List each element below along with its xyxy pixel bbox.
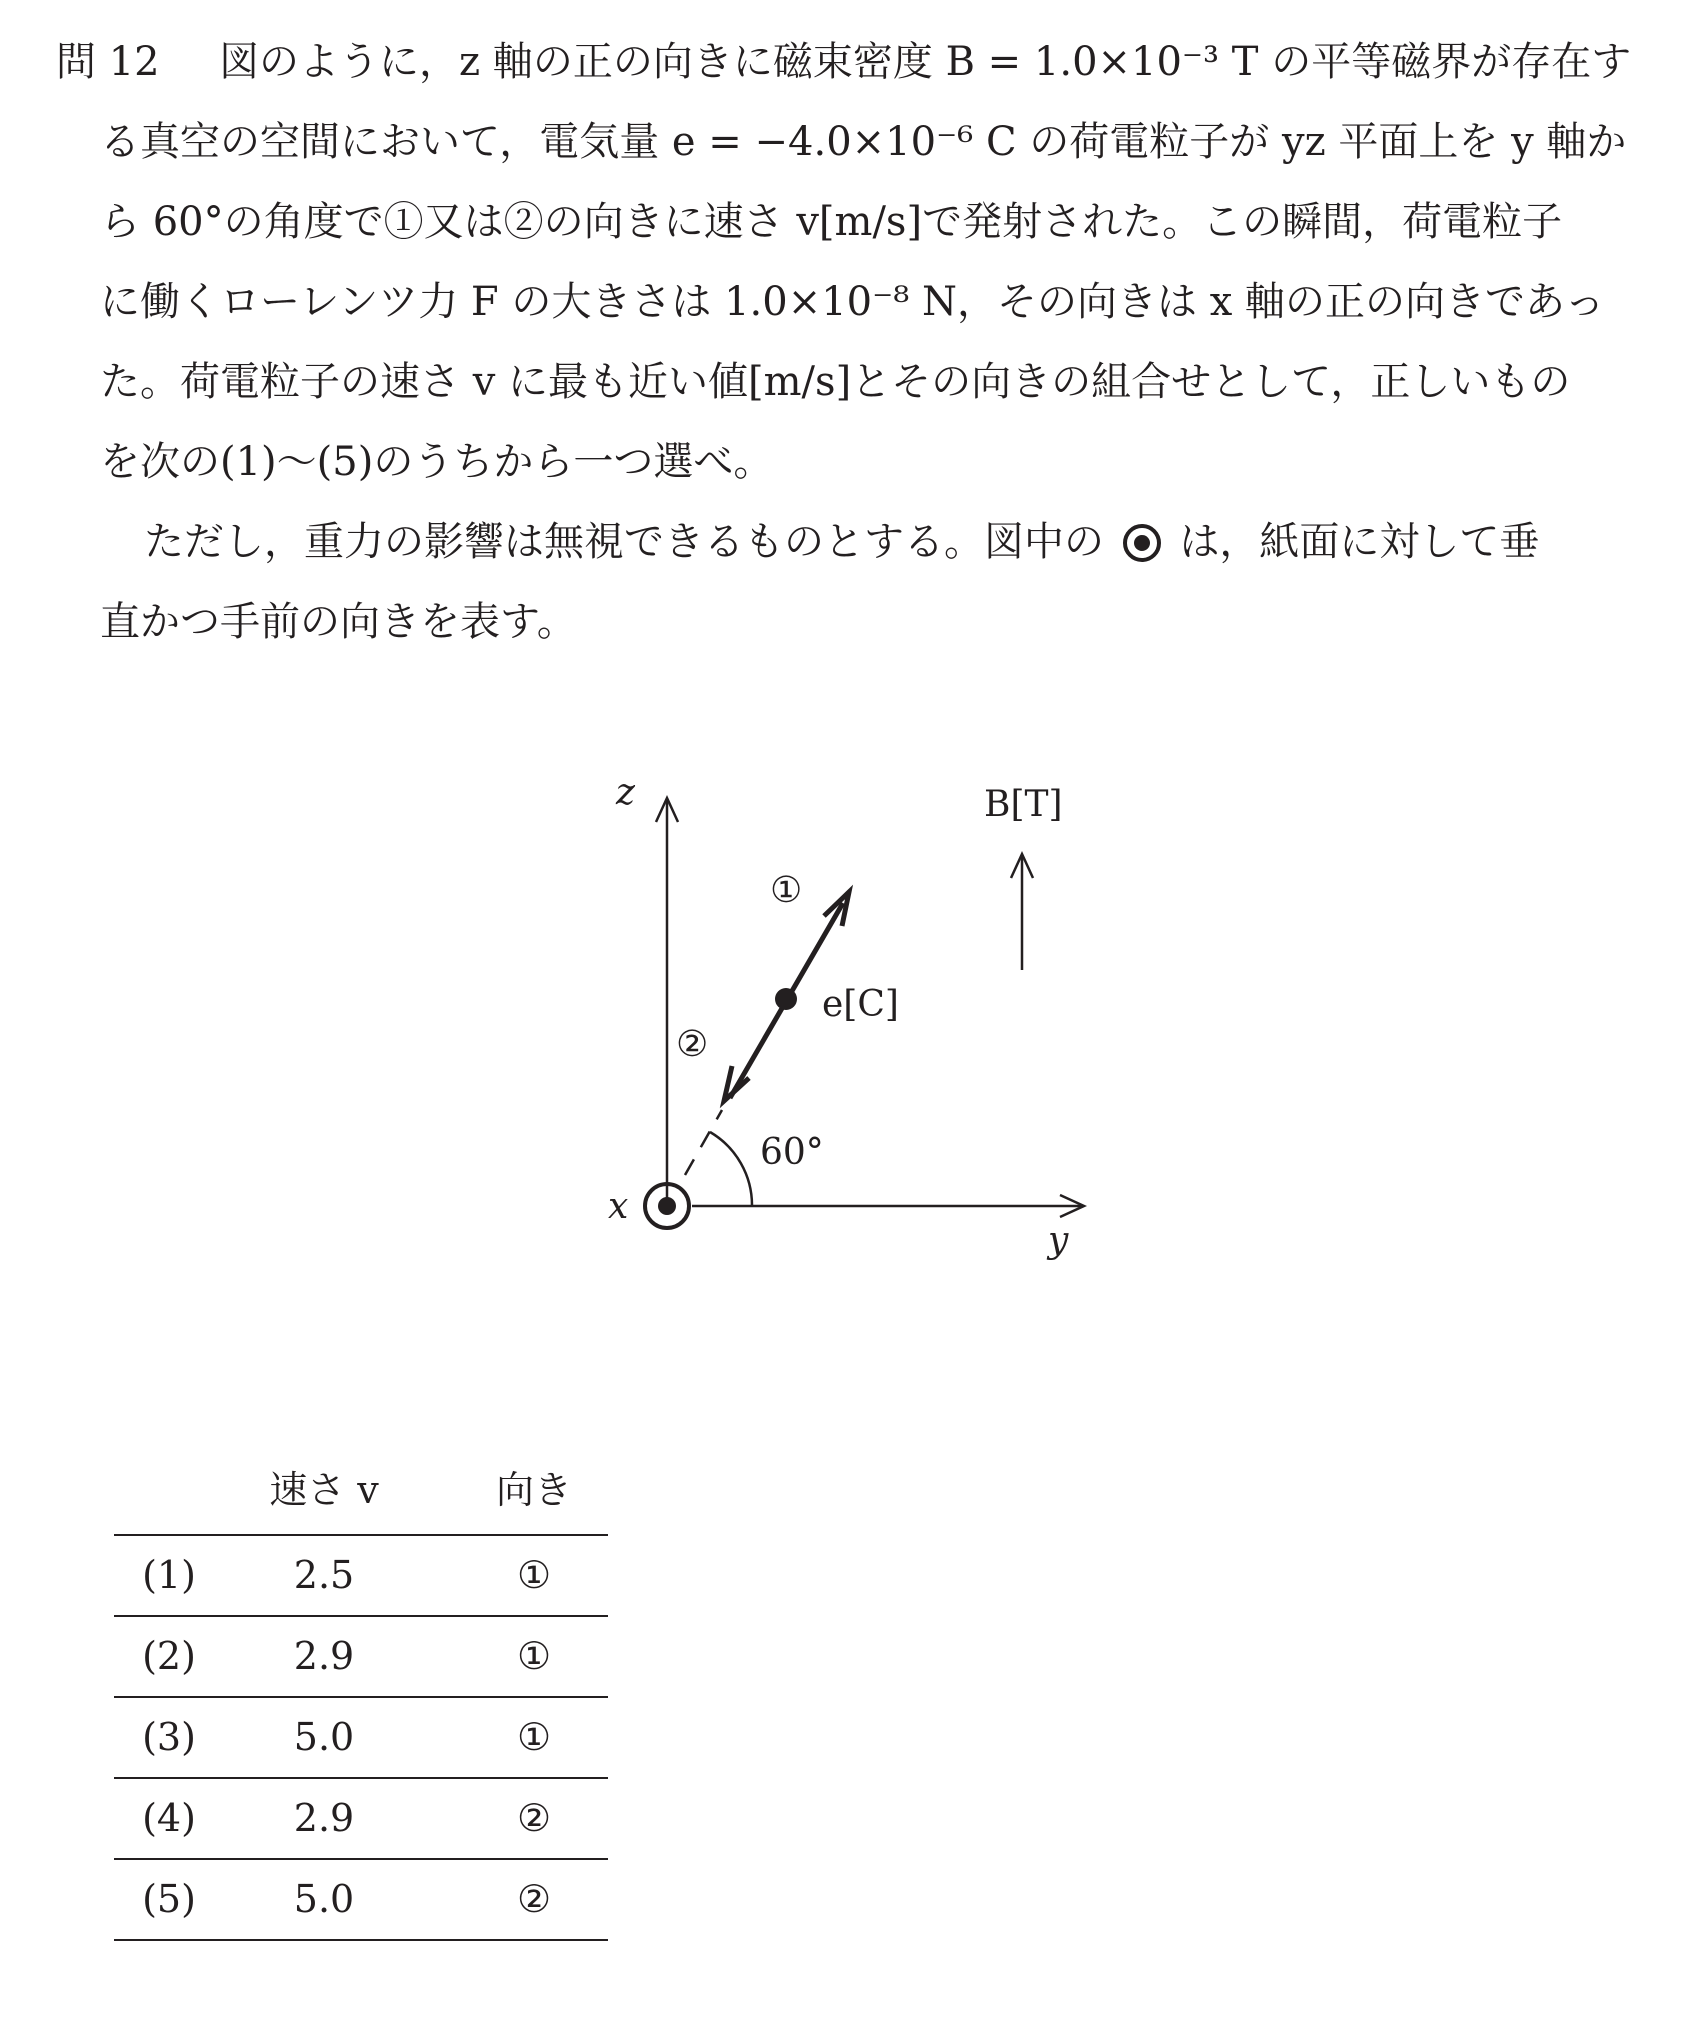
out-of-page-circle-dot-icon [1123,524,1161,562]
table-row [114,1616,608,1696]
choice-direction: ① [516,1634,552,1678]
header-speed: 速さ v [269,1468,379,1512]
question-line-4: に働くローレンツ力 F の大きさは 1.0×10⁻⁸ N，その向きは x 軸の正の向きであっ [100,279,1605,325]
choice-speed: 5.0 [293,1877,355,1921]
velocity-direction-dashed-line [685,1110,722,1175]
choice-direction: ① [516,1553,552,1597]
angle-arc [710,1132,752,1206]
direction-1-arrowhead [824,892,849,926]
z-axis-label: z [616,772,635,813]
question-line-1 [56,32,1632,92]
x-axis-dot [658,1197,676,1215]
table-row [114,1778,608,1858]
table-row [114,1859,608,1939]
header-direction: 向き [495,1468,572,1512]
note-text-after: は，紙面に対して垂 [1179,519,1540,565]
question-line-6: を次の(1)～(5)のうちから一つ選べ。 [100,439,774,485]
choice-speed: 5.0 [293,1715,355,1759]
question-text-line: 図のように，z 軸の正の向きに磁束密度 B = 1.0×10⁻³ T の平等磁界が存在す [219,39,1632,85]
choice-number: (3) [142,1715,196,1759]
charge-label: e[C] [822,984,899,1025]
magnetic-field-label: B[T] [984,784,1063,825]
direction-2-label: ② [676,1024,709,1065]
note-text-before: ただし，重力の影響は無視できるものとする。図中の [144,519,1104,565]
choice-speed: 2.9 [293,1634,355,1678]
charged-particle [775,988,797,1010]
choice-direction: ② [516,1796,552,1840]
choice-number: (1) [142,1553,196,1597]
choice-number: (4) [142,1796,196,1840]
question-line-3: ら 60°の角度で①又は②の向きに速さ v[m/s]で発射された。この瞬間，荷電粒子 [100,199,1563,245]
question-number: 問 12 [56,39,160,85]
choice-number: (5) [142,1877,196,1921]
x-axis-label: x [608,1186,629,1227]
choice-direction: ① [516,1715,552,1759]
table-row [114,1535,608,1615]
question-line-5: た。荷電粒子の速さ v に最も近い値[m/s]とその向きの組合せとして，正しいもの [100,359,1571,405]
choice-direction: ② [516,1877,552,1921]
angle-label: 60° [760,1132,824,1173]
choice-speed: 2.9 [293,1796,355,1840]
table-rule [114,1939,608,1941]
y-axis-label: y [1048,1220,1069,1261]
lorentz-force-diagram [560,760,1120,1280]
choice-number: (2) [142,1634,196,1678]
note-line-2: 直かつ手前の向きを表す。 [100,599,577,645]
choice-speed: 2.5 [293,1553,355,1597]
table-row [114,1697,608,1777]
question-line-2: る真空の空間において，電気量 e = −4.0×10⁻⁶ C の荷電粒子が yz 平面上を y 軸か [100,119,1627,165]
direction-1-label: ① [770,870,803,911]
note-line-1 [100,512,1664,572]
